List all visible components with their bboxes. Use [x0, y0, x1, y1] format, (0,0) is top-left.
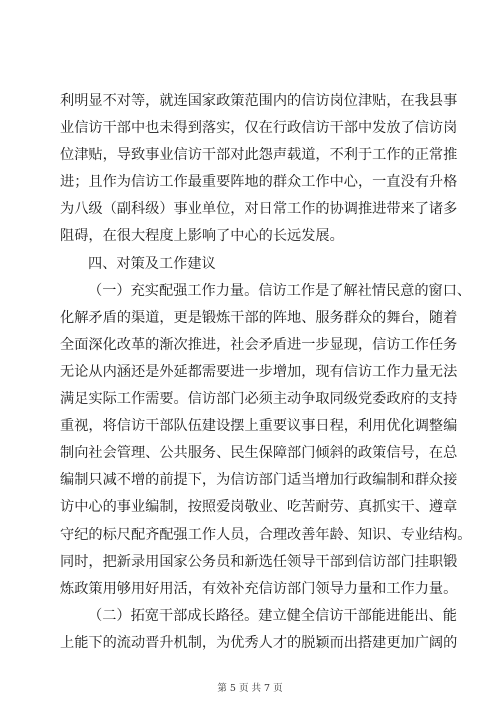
paragraph-line: 上能下的流动晋升机制，为优秀人才的脱颖而出搭建更加广阔的	[60, 634, 458, 651]
paragraph-line: 阻碍，在很大程度上影响了中心的长远发展。	[60, 228, 344, 245]
paragraph-line: （二）拓宽干部成长路径。建立健全信访干部能进能出、能	[88, 607, 457, 624]
paragraph-line: 重视，将信访干部队伍建设摆上重要议事日程，利用优化调整编	[60, 418, 458, 435]
paragraph-line: （一）充实配强工作力量。信访工作是了解社情民意的窗口、	[88, 282, 472, 299]
paragraph-line: 炼政策用够用好用活，有效补充信访部门领导力量和工作力量。	[60, 580, 458, 597]
paragraph-line: 同时，把新录用国家公务员和新选任领导干部到信访部门挂职锻	[60, 553, 458, 570]
paragraph-line: 编制只减不增的前提下，为信访部门适当增加行政编制和群众接	[60, 472, 458, 489]
paragraph-line: 制向社会管理、公共服务、民生保障部门倾斜的政策信号，在总	[60, 445, 458, 462]
paragraph-line: 化解矛盾的渠道，更是锻炼干部的阵地、服务群众的舞台，随着	[60, 309, 458, 326]
paragraph-line: 进；且作为信访工作最重要阵地的群众工作中心，一直没有升格	[60, 174, 458, 191]
paragraph-line: 位津贴，导致事业信访干部对此怨声载道，不利于工作的正常推	[60, 147, 458, 164]
page-number-footer: 第 5 页 共 7 页	[217, 683, 283, 694]
paragraph-line: 无论从内涵还是外延都需要进一步增加，现有信访工作力量无法	[60, 363, 458, 380]
paragraph-line: 利明显不对等，就连国家政策范围内的信访岗位津贴，在我县事	[60, 93, 458, 109]
paragraph-line: 业信访干部中也未得到落实，仅在行政信访干部中发放了信访岗	[60, 120, 458, 137]
paragraph-line: 访中心的事业编制，按照爱岗敬业、吃苦耐劳、真抓实干、遵章	[60, 499, 458, 516]
paragraph-line: 为八级（副科级）事业单位，对日常工作的协调推进带来了诸多	[60, 201, 458, 218]
paragraph-line: 守纪的标尺配齐配强工作人员，合理改善年龄、知识、专业结构。	[60, 526, 472, 543]
document-body	[60, 88, 472, 657]
section-heading: 四、对策及工作建议	[88, 255, 216, 272]
paragraph-line: 满足实际工作需要。信访部门必须主动争取同级党委政府的支持	[60, 391, 458, 408]
paragraph-line: 全面深化改革的渐次推进，社会矛盾进一步显现，信访工作任务	[60, 336, 458, 353]
